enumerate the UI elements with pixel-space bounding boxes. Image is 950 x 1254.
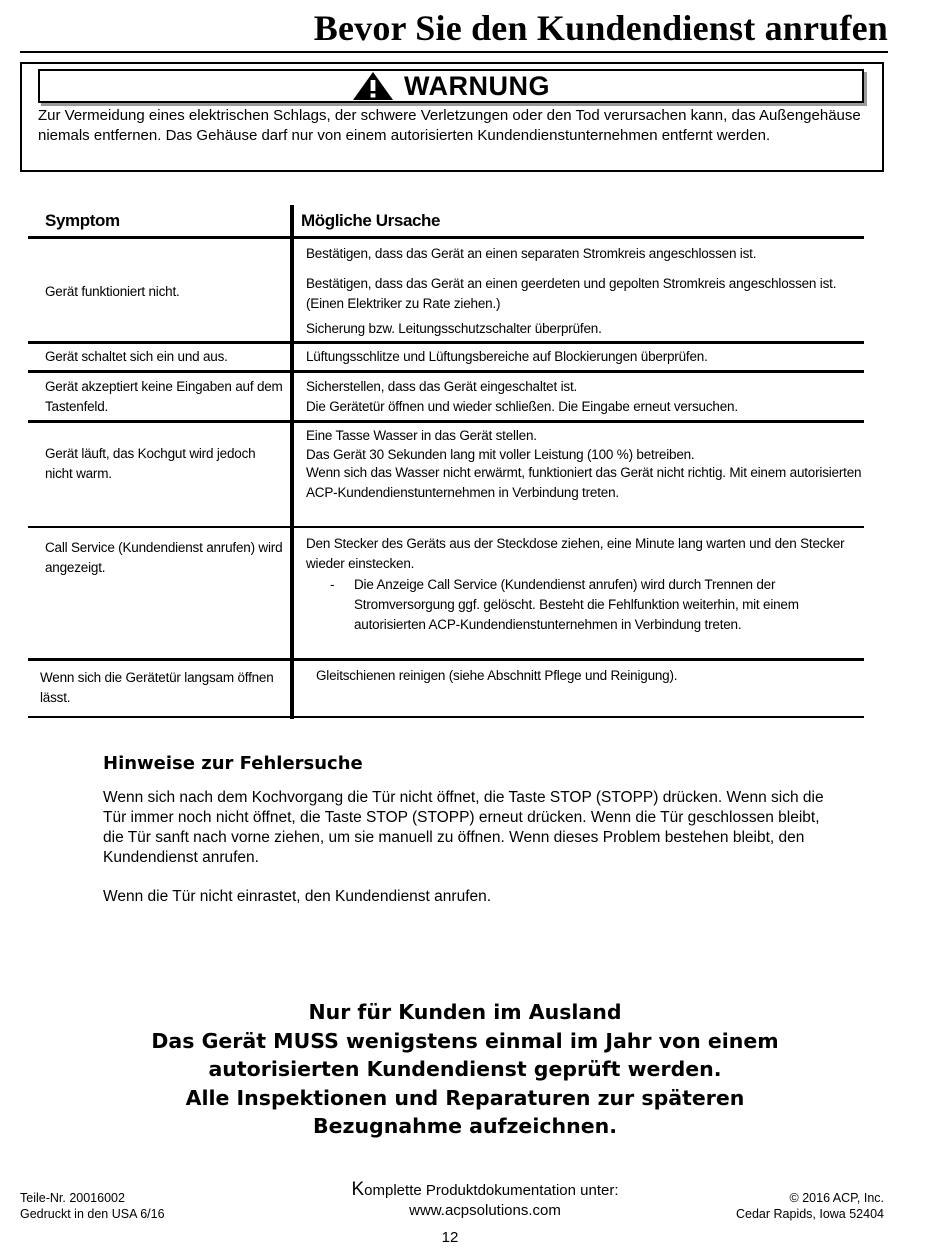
warning-header (38, 69, 864, 103)
copyright: © 2016 ACP, Inc. (789, 1191, 884, 1205)
table-row-cause: Sicherstellen, dass das Gerät eingeschaltet ist. (306, 379, 578, 394)
notice-line: Das Gerät MUSS wenigstens einmal im Jahr von einem (151, 1028, 779, 1053)
part-number: Teile-Nr. 20016002 (20, 1191, 125, 1205)
table-row-symptom: Wenn sich die Gerätetür langsam öffnen lässt. (40, 670, 274, 705)
docs-label (290, 1180, 680, 1201)
table-column-divider (290, 205, 294, 719)
table-row-symptom: Gerät schaltet sich ein und aus. (45, 349, 228, 364)
notice-line: Bezugnahme aufzeichnen. (313, 1114, 617, 1138)
warning-label: WARNUNG (404, 71, 550, 101)
table-row-cause: Gleitschienen reinigen (siehe Abschnitt Pflege und Reinigung). (316, 668, 678, 683)
notice-line: Alle Inspektionen und Reparaturen zur späteren (185, 1085, 745, 1110)
table-row-bullet: Die Anzeige Call Service (Kundendienst anrufen) wird durch Trennen der Stromversorgung ggf. gelöscht. Besteht die Fehlfunktion weiterhin, mit einem autorisierten ACP-Kundendienstunternehmen in Verbindung treten. (354, 577, 799, 632)
table-row-rule (28, 526, 864, 528)
table-row-rule (28, 420, 864, 423)
table-row-rule (28, 658, 864, 661)
foreign-customers-notice (60, 998, 870, 1141)
table-row-cause: Bestätigen, dass das Gerät an einen geerdeten und gepolten Stromkreis angeschlossen ist. (Einen Elektriker zu Rate ziehen.) (306, 276, 837, 311)
hints-paragraph: Wenn sich nach dem Kochvorgang die Tür nicht öffnet, die Taste STOP (STOPP) drücken. Wenn sich die Tür immer noch nicht öffnet, die Taste STOP (STOPP) erneut drücken. Wenn die Tür geschlossen bleibt, die Tür sanft nach vorne ziehen, um sie manuell zu öffnen. Wenn dieses Problem bestehen bleibt, den Kundendienst anrufen. (103, 789, 824, 866)
table-row-symptom: Gerät funktioniert nicht. (45, 284, 180, 299)
hints-heading: Hinweise zur Fehlersuche (103, 753, 363, 774)
docs-label-initial: K (351, 1179, 365, 1200)
table-row-cause: Eine Tasse Wasser in das Gerät stellen. (306, 428, 537, 443)
table-header-cause: Mögliche Ursache (301, 211, 441, 230)
page-number: 12 (441, 1229, 459, 1246)
footer-right (640, 1190, 884, 1222)
table-row-cause: Wenn sich das Wasser nicht erwärmt, funktioniert das Gerät nicht richtig. Mit einem autorisierten ACP-Kundendienstunternehmen in Verbindung treten. (306, 465, 862, 500)
printed-info: Gedruckt in den USA 6/16 (20, 1207, 165, 1221)
footer-left (20, 1190, 165, 1222)
docs-label-rest: omplette Produktdokumentation unter: (364, 1182, 619, 1199)
table-row-rule (28, 370, 864, 373)
bullet-dash: - (330, 577, 335, 592)
page-title: Bevor Sie den Kundendienst anrufen (313, 8, 888, 48)
warning-box (20, 62, 884, 172)
table-row-rule (28, 341, 864, 344)
docs-url[interactable]: www.acpsolutions.com (409, 1202, 561, 1219)
title-rule (20, 51, 888, 53)
warning-text: Zur Vermeidung eines elektrischen Schlags, der schwere Verletzungen oder den Tod verursachen kann, das Außengehäuse niemals entfernen. Das Gehäuse darf nur von einem autorisierten Kundendienstunternehmen entfernt werden. (38, 107, 861, 144)
table-row-symptom: Gerät akzeptiert keine Eingaben auf dem Tastenfeld. (45, 379, 283, 414)
notice-line: Nur für Kunden im Ausland (308, 1000, 622, 1024)
footer-center (290, 1180, 680, 1221)
notice-line: autorisierten Kundendienst geprüft werden. (208, 1057, 722, 1081)
hints-paragraph: Wenn die Tür nicht einrastet, den Kundendienst anrufen. (103, 888, 492, 905)
table-row-cause: Die Gerätetür öffnen und wieder schließen. Die Eingabe erneut versuchen. (306, 399, 738, 414)
table-bottom-rule (28, 716, 864, 718)
table-row-cause: Den Stecker des Geräts aus der Steckdose ziehen, eine Minute lang warten und den Stecker wieder einstecken. (306, 536, 845, 571)
table-row-symptom: Call Service (Kundendienst anrufen) wird angezeigt. (45, 540, 283, 575)
table-row-cause: Bestätigen, dass das Gerät an einen separaten Stromkreis angeschlossen ist. (306, 246, 757, 261)
table-row-cause: Lüftungsschlitze und Lüftungsbereiche auf Blockierungen überprüfen. (306, 349, 708, 364)
table-row-cause: Das Gerät 30 Sekunden lang mit voller Leistung (100 %) betreiben. (306, 447, 695, 462)
table-row-cause: Sicherung bzw. Leitungsschutzschalter überprüfen. (306, 321, 602, 336)
table-header-symptom: Symptom (45, 211, 120, 230)
warning-triangle-icon (352, 71, 394, 101)
table-row-symptom: Gerät läuft, das Kochgut wird jedoch nicht warm. (45, 446, 256, 481)
company-location: Cedar Rapids, Iowa 52404 (735, 1207, 884, 1221)
table-header-rule (28, 236, 864, 239)
